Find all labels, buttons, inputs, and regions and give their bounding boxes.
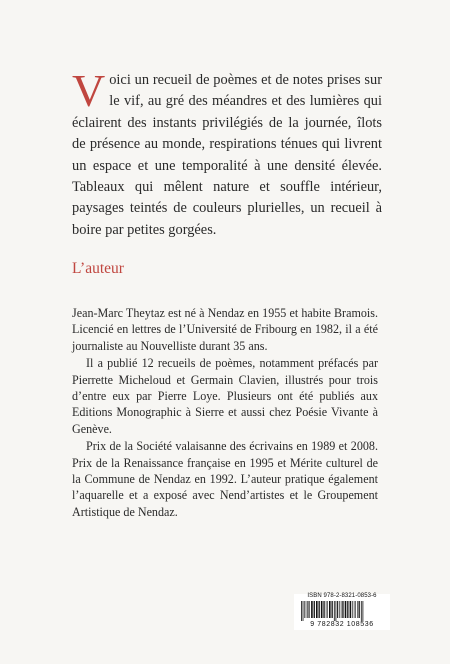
barcode-bar <box>327 601 328 618</box>
barcode-bar <box>337 601 338 618</box>
barcode-bar <box>361 601 362 621</box>
barcode-bar <box>304 601 305 618</box>
barcode-bar <box>309 601 310 618</box>
bio-paragraph: Prix de la Société valaisanne des écrivains en 1989 et 2008. Prix de la Renaissance française en 1995 et Mérite culturel de la Commune de Nendaz en 1992. L’auteur pratique également l’aquarelle et a exposé avec Nend’artistes et le Groupement Artistique de Nendaz. <box>72 439 378 519</box>
barcode-bar <box>321 601 323 618</box>
barcode-bar <box>323 601 324 618</box>
author-heading: L’auteur <box>72 260 124 277</box>
barcode-bar <box>332 601 333 618</box>
intro-text: oici un recueil de poèmes et de notes prises sur le vif, au gré des méandres et des lumières qui éclairent des instants privilégiés de la journée, îlots de présence au monde, respirations ténues qui livrent un espace et une temporalité à une densité élevée. Tableaux qui mêlent nature et souffle intérieur, paysages teintés de couleurs plurielles, un recueil à boire par petites gorgées. <box>72 72 382 238</box>
barcode-bar <box>336 601 337 621</box>
barcode-bar <box>350 601 352 618</box>
barcode-bar <box>307 601 308 618</box>
barcode-bar <box>355 601 356 618</box>
bio-paragraph: Il a publié 12 recueils de poèmes, notamment préfacés par Pierrette Micheloud et Germain Clavien, illustrés pour trois d’entre eux par Pierre Loye. Plusieurs ont été publiés aux Editions Monographic à Sierre et aussi chez Poésie Vivante à Genève. <box>72 356 378 436</box>
barcode-bar <box>341 601 342 618</box>
barcode-bar <box>345 601 347 618</box>
isbn-barcode-block <box>294 594 390 630</box>
barcode-bar <box>363 601 364 621</box>
barcode-bar <box>303 601 304 621</box>
barcode-bar <box>339 601 340 618</box>
isbn-label: ISBN 978-2-8321-0853-6 <box>307 593 377 599</box>
barcode-bar <box>314 601 315 618</box>
barcode-bar <box>347 601 348 618</box>
intro-paragraph <box>72 65 382 241</box>
barcode-bar <box>306 601 307 618</box>
barcode-bar <box>319 601 320 618</box>
barcode-bar <box>352 601 353 618</box>
bio-paragraph: Jean-Marc Theytaz est né à Nendaz en 1955 et habite Bramois. Licencié en lettres de l’Université de Fribourg en 1982, il a été journaliste au Nouvelliste durant 35 ans. <box>72 306 378 353</box>
barcode-bar <box>359 601 360 618</box>
barcode-icon <box>301 601 383 621</box>
barcode-bar <box>354 601 355 618</box>
author-bio <box>72 305 378 520</box>
barcode-bar <box>326 601 327 618</box>
drop-cap: V <box>72 65 106 116</box>
barcode-bar <box>342 601 343 618</box>
barcode-bar <box>316 601 318 618</box>
barcode-bar <box>329 601 331 618</box>
barcode-bar <box>334 601 335 621</box>
barcode-bar <box>357 601 358 618</box>
barcode-bar <box>301 601 302 621</box>
barcode-bar <box>311 601 313 618</box>
barcode-digits: 9 782832 108536 <box>310 621 374 628</box>
